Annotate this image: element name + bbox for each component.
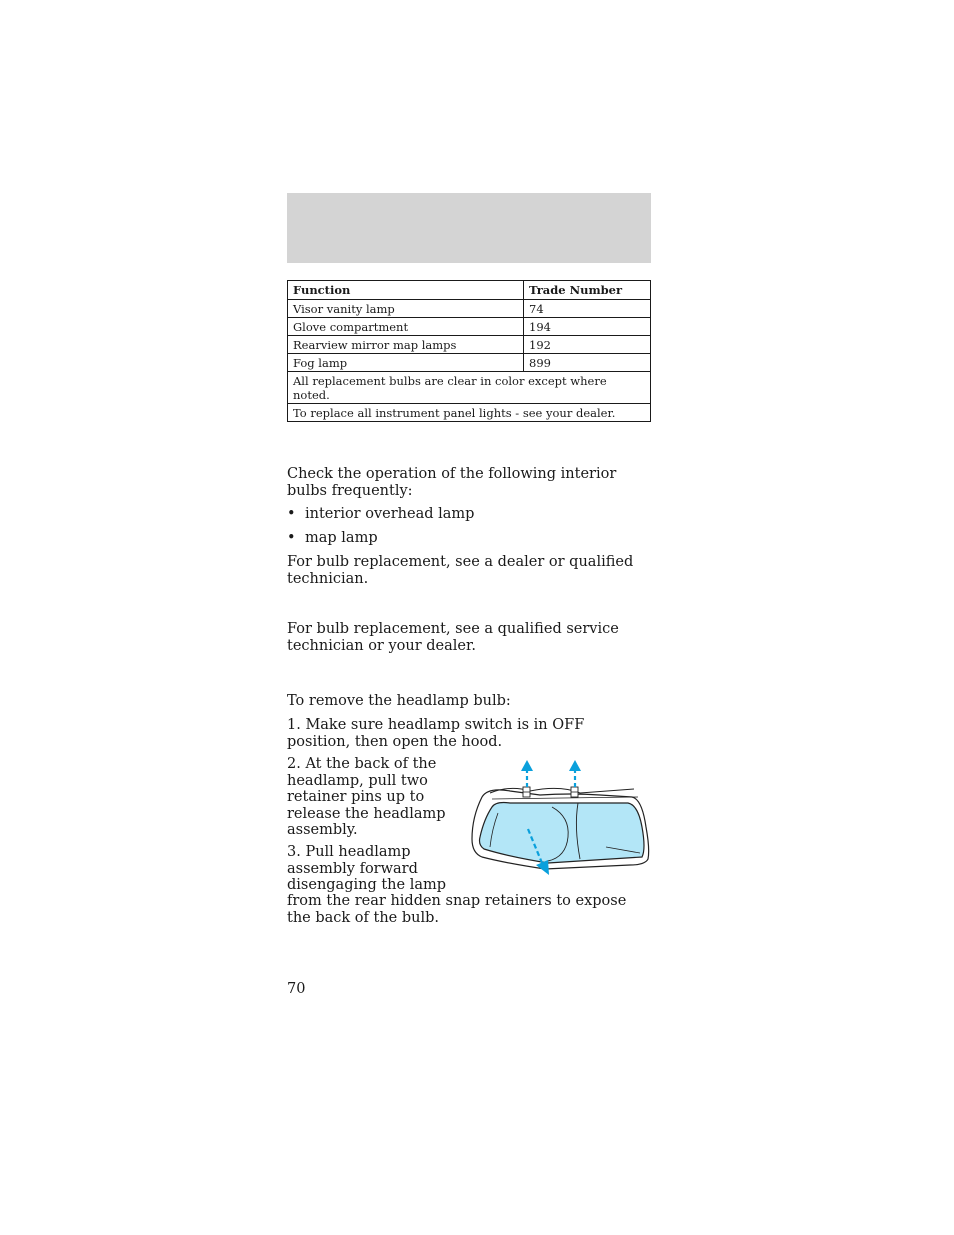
column-header-function: Function	[288, 281, 524, 300]
headlamp-step-3b: from the rear hidden snap retainers to expose the back of the bulb.	[287, 893, 627, 926]
bulb-table	[287, 280, 651, 422]
arrow-up-icon	[569, 760, 581, 787]
list-item-label: map lamp	[305, 530, 378, 546]
table-note-row	[288, 372, 651, 404]
list-item-label: interior overhead lamp	[305, 506, 475, 522]
interior-replacement-text: For bulb replacement, see a dealer or qualified technician.	[287, 554, 634, 587]
interior-intro-text: Check the operation of the following interior bulbs frequently:	[287, 466, 617, 499]
table-cell: Glove compartment	[288, 318, 524, 336]
table-cell: Fog lamp	[288, 354, 524, 372]
table-header-row	[288, 281, 651, 300]
headlamp-step-3a: 3. Pull headlamp assembly forward disengaging the lamp	[287, 844, 447, 893]
list-item	[287, 530, 378, 547]
bullet-icon: •	[287, 530, 296, 546]
table-note-dealer: To replace all instrument panel lights - see your dealer.	[288, 404, 651, 422]
table-row	[288, 336, 651, 354]
table-cell: Visor vanity lamp	[288, 300, 524, 318]
list-item	[287, 506, 474, 523]
table-note-row	[288, 404, 651, 422]
service-text: For bulb replacement, see a qualified service technician or your dealer.	[287, 621, 619, 654]
retainer-pin-left	[523, 787, 530, 797]
table-row	[288, 318, 651, 336]
table-cell: Rearview mirror map lamps	[288, 336, 524, 354]
table-row	[288, 354, 651, 372]
retainer-pin-right	[571, 787, 578, 797]
bullet-icon: •	[287, 506, 296, 522]
table-cell: 74	[524, 300, 651, 318]
table-cell: 192	[524, 336, 651, 354]
column-header-trade-number: Trade Number	[524, 281, 651, 300]
page-number: 70	[287, 981, 306, 997]
section-header-bar	[287, 193, 651, 263]
headlamp-step-2: 2. At the back of the headlamp, pull two retainer pins up to release the headlamp assembly.	[287, 756, 446, 838]
table-note-color: All replacement bulbs are clear in color except where noted.	[288, 372, 651, 404]
headlamp-intro-text: To remove the headlamp bulb:	[287, 693, 511, 709]
table-cell: 194	[524, 318, 651, 336]
headlamp-step-1: 1. Make sure headlamp switch is in OFF position, then open the hood.	[287, 717, 585, 750]
table-cell: 899	[524, 354, 651, 372]
arrow-up-icon	[521, 760, 533, 787]
headlamp-assembly-illustration	[470, 757, 654, 879]
table-row	[288, 300, 651, 318]
